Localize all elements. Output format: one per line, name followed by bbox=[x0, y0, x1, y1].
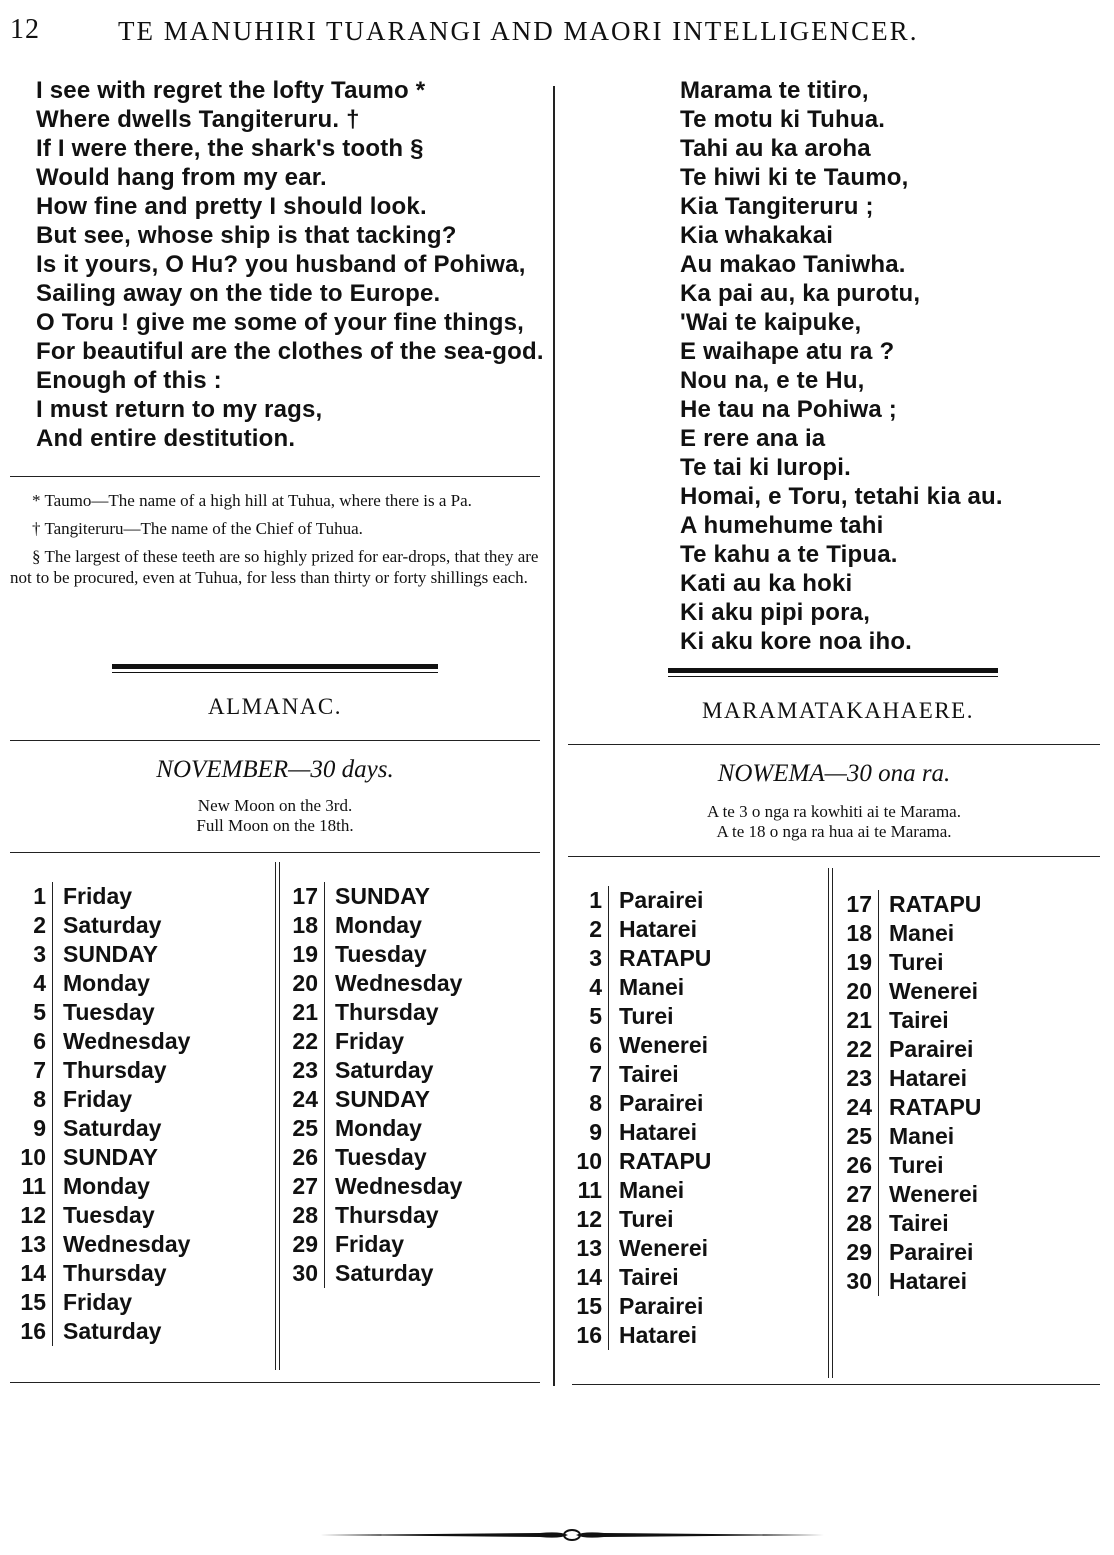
day-name: Wenerei bbox=[889, 1181, 979, 1207]
day-name: Wednesday bbox=[335, 1173, 463, 1199]
day-name: Hatarei bbox=[619, 916, 697, 942]
day-name: Monday bbox=[335, 912, 422, 938]
poem-line: I see with regret the lofty Taumo * bbox=[36, 77, 426, 104]
day-name: Tairei bbox=[619, 1061, 679, 1087]
day-name: Thursday bbox=[335, 1202, 439, 1228]
day-name: Parairei bbox=[619, 1090, 704, 1116]
day-number: 1 bbox=[566, 886, 609, 915]
day-name: Tairei bbox=[889, 1007, 949, 1033]
poem-line: O Toru ! give me some of your fine things, bbox=[36, 309, 525, 336]
day-number: 23 bbox=[282, 1056, 325, 1085]
day-number: 5 bbox=[10, 998, 53, 1027]
calendar-row bbox=[836, 890, 981, 919]
poem-line: Enough of this : bbox=[36, 367, 222, 394]
day-number: 5 bbox=[566, 1002, 609, 1031]
day-name: Tuesday bbox=[63, 999, 155, 1025]
calendar-row bbox=[10, 911, 190, 940]
almanac-month-title: NOVEMBER—30 days. bbox=[156, 756, 394, 783]
day-name: Turei bbox=[889, 949, 944, 975]
poem-line: Nou na, e te Hu, bbox=[680, 367, 865, 394]
day-number: 28 bbox=[836, 1209, 879, 1238]
calendar-row bbox=[836, 1064, 981, 1093]
calendar-row bbox=[282, 1114, 462, 1143]
calendar-row bbox=[836, 919, 981, 948]
day-number: 23 bbox=[836, 1064, 879, 1093]
calendar-row bbox=[836, 1151, 981, 1180]
day-number: 13 bbox=[10, 1230, 53, 1259]
calendar-row bbox=[10, 1027, 190, 1056]
day-name: Hatarei bbox=[619, 1322, 697, 1348]
day-name: RATAPU bbox=[619, 945, 712, 971]
day-name: Saturday bbox=[63, 912, 162, 938]
poem-line: Tahi au ka aroha bbox=[680, 135, 871, 162]
calendar-row bbox=[282, 1201, 462, 1230]
day-name: Thursday bbox=[63, 1260, 167, 1286]
day-name: Saturday bbox=[335, 1057, 434, 1083]
poem-english bbox=[36, 76, 544, 453]
calendar-row bbox=[10, 1317, 190, 1346]
calendar-row bbox=[566, 1118, 711, 1147]
calendar-row bbox=[10, 1143, 190, 1172]
almanac-days-1-16 bbox=[10, 882, 190, 1346]
calendar-row bbox=[566, 1263, 711, 1292]
maramataka-table-top-rule bbox=[568, 856, 1100, 857]
running-title: TE MANUHIRI TUARANGI AND MAORI INTELLIGENCER. bbox=[118, 16, 919, 46]
day-number: 8 bbox=[10, 1085, 53, 1114]
calendar-row bbox=[836, 1006, 981, 1035]
day-name: Wednesday bbox=[335, 970, 463, 996]
day-name: Turei bbox=[619, 1003, 674, 1029]
calendar-row bbox=[10, 1201, 190, 1230]
calendar-row bbox=[282, 998, 462, 1027]
day-name: Friday bbox=[63, 1086, 133, 1112]
day-number: 27 bbox=[836, 1180, 879, 1209]
day-number: 7 bbox=[10, 1056, 53, 1085]
almanac-table-bottom-rule bbox=[10, 1382, 540, 1383]
day-number: 27 bbox=[282, 1172, 325, 1201]
day-number: 19 bbox=[836, 948, 879, 977]
day-name: Hatarei bbox=[889, 1065, 967, 1091]
maramataka-days-17-30 bbox=[836, 890, 981, 1296]
poem-line: Kia whakakai bbox=[680, 222, 834, 249]
maramataka-column-separator-2 bbox=[832, 868, 833, 1378]
day-name: SUNDAY bbox=[63, 1144, 159, 1170]
calendar-row bbox=[10, 1056, 190, 1085]
almanac-moon-phases bbox=[10, 796, 540, 836]
maramataka-column-separator bbox=[828, 868, 829, 1378]
day-name: Friday bbox=[63, 883, 133, 909]
calendar-row bbox=[836, 948, 981, 977]
day-number: 6 bbox=[566, 1031, 609, 1060]
poem-line: But see, whose ship is that tacking? bbox=[36, 222, 457, 249]
day-number: 4 bbox=[566, 973, 609, 1002]
day-number: 14 bbox=[566, 1263, 609, 1292]
poem-line: Kia Tangiteruru ; bbox=[680, 193, 874, 220]
calendar-row bbox=[566, 1234, 711, 1263]
poem-line: I must return to my rags, bbox=[36, 396, 323, 423]
day-number: 4 bbox=[10, 969, 53, 998]
calendar-row bbox=[282, 882, 462, 911]
calendar-row bbox=[566, 1321, 711, 1350]
day-number: 24 bbox=[282, 1085, 325, 1114]
poem-line: Te motu ki Tuhua. bbox=[680, 106, 886, 133]
day-number: 30 bbox=[282, 1259, 325, 1288]
calendar-row bbox=[282, 1143, 462, 1172]
day-number: 2 bbox=[566, 915, 609, 944]
day-name: SUNDAY bbox=[63, 941, 159, 967]
day-number: 10 bbox=[566, 1147, 609, 1176]
calendar-row bbox=[566, 1002, 711, 1031]
day-number: 19 bbox=[282, 940, 325, 969]
maramataka-new-moon: A te 3 o nga ra kowhiti ai te Marama. bbox=[707, 802, 961, 821]
maramataka-rule bbox=[568, 744, 1100, 745]
almanac-rule bbox=[10, 740, 540, 741]
day-name: Parairei bbox=[889, 1239, 974, 1265]
almanac-days-17-30 bbox=[282, 882, 462, 1288]
poem-line: E rere ana ia bbox=[680, 425, 826, 452]
almanac-full-moon: Full Moon on the 18th. bbox=[196, 816, 354, 835]
calendar-row bbox=[282, 911, 462, 940]
calendar-row bbox=[282, 1172, 462, 1201]
section-double-rule-right bbox=[668, 668, 998, 677]
day-name: Parairei bbox=[619, 887, 704, 913]
day-number: 10 bbox=[10, 1143, 53, 1172]
calendar-row bbox=[566, 1060, 711, 1089]
poem-line: Te tai ki Iuropi. bbox=[680, 454, 851, 481]
column-divider bbox=[553, 86, 555, 1386]
maramataka-heading: MARAMATAKAHAERE. bbox=[702, 698, 974, 723]
calendar-row bbox=[282, 1259, 462, 1288]
poem-line: Te hiwi ki te Taumo, bbox=[680, 164, 909, 191]
calendar-row bbox=[10, 1259, 190, 1288]
calendar-row bbox=[10, 940, 190, 969]
day-number: 9 bbox=[10, 1114, 53, 1143]
day-number: 3 bbox=[10, 940, 53, 969]
poem-line: Ki aku pipi pora, bbox=[680, 599, 871, 626]
calendar-row bbox=[566, 1031, 711, 1060]
day-name: Parairei bbox=[619, 1293, 704, 1319]
maramataka-month-title: NOWEMA—30 ona ra. bbox=[717, 760, 951, 787]
day-number: 17 bbox=[282, 882, 325, 911]
calendar-row bbox=[566, 886, 711, 915]
day-name: Thursday bbox=[63, 1057, 167, 1083]
day-name: Tuesday bbox=[335, 941, 427, 967]
day-name: Saturday bbox=[335, 1260, 434, 1286]
page-number: 12 bbox=[10, 14, 40, 45]
day-name: Tuesday bbox=[63, 1202, 155, 1228]
day-name: Thursday bbox=[335, 999, 439, 1025]
calendar-row bbox=[836, 1093, 981, 1122]
day-number: 28 bbox=[282, 1201, 325, 1230]
calendar-row bbox=[10, 1085, 190, 1114]
day-number: 12 bbox=[566, 1205, 609, 1234]
poem-line: Would hang from my ear. bbox=[36, 164, 327, 191]
day-number: 22 bbox=[282, 1027, 325, 1056]
day-name: Parairei bbox=[889, 1036, 974, 1062]
maramataka-days-1-16 bbox=[566, 886, 711, 1350]
calendar-row bbox=[282, 940, 462, 969]
poem-line: Kati au ka hoki bbox=[680, 570, 853, 597]
poem-line: How fine and pretty I should look. bbox=[36, 193, 427, 220]
day-name: Turei bbox=[889, 1152, 944, 1178]
poem-line: A humehume tahi bbox=[680, 512, 884, 539]
day-number: 30 bbox=[836, 1267, 879, 1296]
day-name: Hatarei bbox=[889, 1268, 967, 1294]
day-number: 26 bbox=[282, 1143, 325, 1172]
day-name: RATAPU bbox=[619, 1148, 712, 1174]
calendar-row bbox=[10, 1288, 190, 1317]
calendar-row bbox=[836, 1035, 981, 1064]
footnotes bbox=[10, 490, 540, 595]
poem-line: Marama te titiro, bbox=[680, 77, 869, 104]
calendar-row bbox=[566, 915, 711, 944]
day-name: Wenerei bbox=[619, 1032, 709, 1058]
day-name: Wednesday bbox=[63, 1028, 191, 1054]
calendar-row bbox=[10, 998, 190, 1027]
day-name: Manei bbox=[889, 920, 955, 946]
day-name: Tuesday bbox=[335, 1144, 427, 1170]
day-number: 9 bbox=[566, 1118, 609, 1147]
maramataka-full-moon: A te 18 o nga ra hua ai te Marama. bbox=[716, 822, 952, 841]
calendar-row bbox=[836, 1209, 981, 1238]
day-number: 16 bbox=[566, 1321, 609, 1350]
day-name: Tairei bbox=[619, 1264, 679, 1290]
poem-line: E waihape atu ra ? bbox=[680, 338, 895, 365]
poem-line: If I were there, the shark's tooth § bbox=[36, 135, 424, 162]
day-number: 11 bbox=[10, 1172, 53, 1201]
day-name: Monday bbox=[63, 970, 150, 996]
calendar-row bbox=[836, 977, 981, 1006]
day-name: Manei bbox=[889, 1123, 955, 1149]
poem-line: Te kahu a te Tipua. bbox=[680, 541, 898, 568]
calendar-row bbox=[282, 1027, 462, 1056]
calendar-row bbox=[566, 1147, 711, 1176]
day-name: RATAPU bbox=[889, 1094, 982, 1120]
poem-line: Ki aku kore noa iho. bbox=[680, 628, 913, 655]
poem-line: 'Wai te kaipuke, bbox=[680, 309, 862, 336]
day-name: SUNDAY bbox=[335, 1086, 431, 1112]
day-name: Wednesday bbox=[63, 1231, 191, 1257]
calendar-row bbox=[10, 882, 190, 911]
day-name: Turei bbox=[619, 1206, 674, 1232]
footnote-rule bbox=[10, 476, 540, 477]
calendar-row bbox=[836, 1267, 981, 1296]
day-number: 11 bbox=[566, 1176, 609, 1205]
day-number: 12 bbox=[10, 1201, 53, 1230]
almanac-table-top-rule bbox=[10, 852, 540, 853]
day-number: 18 bbox=[836, 919, 879, 948]
day-number: 1 bbox=[10, 882, 53, 911]
ornament-divider-icon bbox=[320, 1528, 824, 1542]
poem-line: And entire destitution. bbox=[36, 425, 296, 452]
day-number: 7 bbox=[566, 1060, 609, 1089]
poem-line: Au makao Taniwha. bbox=[680, 251, 906, 278]
day-number: 25 bbox=[282, 1114, 325, 1143]
section-double-rule-left bbox=[112, 664, 438, 673]
poem-line: Is it yours, O Hu? you husband of Pohiwa, bbox=[36, 251, 526, 278]
calendar-row bbox=[836, 1238, 981, 1267]
calendar-row bbox=[566, 1089, 711, 1118]
day-number: 18 bbox=[282, 911, 325, 940]
poem-line: Homai, e Toru, tetahi kia au. bbox=[680, 483, 1003, 510]
day-number: 3 bbox=[566, 944, 609, 973]
almanac-column-separator bbox=[275, 862, 276, 1370]
calendar-row bbox=[10, 1230, 190, 1259]
day-name: Saturday bbox=[63, 1115, 162, 1141]
day-number: 20 bbox=[836, 977, 879, 1006]
maramataka-table-bottom-rule bbox=[572, 1384, 1100, 1385]
footnote-shark-tooth: § The largest of these teeth are so highly prized for ear-drops, that they are not to be procured, even at Tuhua, for less than thirty or forty shillings each. bbox=[10, 547, 539, 587]
day-number: 20 bbox=[282, 969, 325, 998]
day-name: Tairei bbox=[889, 1210, 949, 1236]
calendar-row bbox=[10, 1114, 190, 1143]
calendar-row bbox=[836, 1180, 981, 1209]
maramataka-moon-phases bbox=[568, 802, 1100, 842]
poem-line: He tau na Pohiwa ; bbox=[680, 396, 897, 423]
poem-maori bbox=[680, 76, 1003, 656]
day-number: 29 bbox=[836, 1238, 879, 1267]
day-name: RATAPU bbox=[889, 891, 982, 917]
day-number: 15 bbox=[566, 1292, 609, 1321]
poem-line: Ka pai au, ka purotu, bbox=[680, 280, 921, 307]
calendar-row bbox=[566, 973, 711, 1002]
poem-line: Sailing away on the tide to Europe. bbox=[36, 280, 441, 307]
calendar-row bbox=[10, 1172, 190, 1201]
day-name: Friday bbox=[335, 1028, 405, 1054]
calendar-row bbox=[836, 1122, 981, 1151]
calendar-row bbox=[282, 1085, 462, 1114]
day-number: 2 bbox=[10, 911, 53, 940]
day-number: 22 bbox=[836, 1035, 879, 1064]
day-number: 13 bbox=[566, 1234, 609, 1263]
day-number: 24 bbox=[836, 1093, 879, 1122]
day-number: 21 bbox=[836, 1006, 879, 1035]
day-number: 16 bbox=[10, 1317, 53, 1346]
almanac-column-separator-2 bbox=[279, 862, 280, 1370]
day-name: Wenerei bbox=[889, 978, 979, 1004]
calendar-row bbox=[282, 1230, 462, 1259]
day-number: 21 bbox=[282, 998, 325, 1027]
day-number: 26 bbox=[836, 1151, 879, 1180]
footnote-taumo: * Taumo—The name of a high hill at Tuhua, where there is a Pa. bbox=[32, 491, 472, 510]
day-number: 15 bbox=[10, 1288, 53, 1317]
poem-line: Where dwells Tangiteruru. † bbox=[36, 106, 360, 133]
day-name: Wenerei bbox=[619, 1235, 709, 1261]
calendar-row bbox=[566, 1176, 711, 1205]
day-name: Monday bbox=[63, 1173, 150, 1199]
day-number: 17 bbox=[836, 890, 879, 919]
poem-line: For beautiful are the clothes of the sea-god. bbox=[36, 338, 544, 365]
day-name: SUNDAY bbox=[335, 883, 431, 909]
day-name: Hatarei bbox=[619, 1119, 697, 1145]
day-number: 14 bbox=[10, 1259, 53, 1288]
day-number: 29 bbox=[282, 1230, 325, 1259]
day-name: Manei bbox=[619, 974, 685, 1000]
day-number: 6 bbox=[10, 1027, 53, 1056]
footnote-tangiteruru: † Tangiteruru—The name of the Chief of Tuhua. bbox=[32, 519, 363, 538]
day-name: Friday bbox=[335, 1231, 405, 1257]
almanac-heading: ALMANAC. bbox=[207, 694, 343, 719]
calendar-row bbox=[566, 944, 711, 973]
day-name: Monday bbox=[335, 1115, 422, 1141]
calendar-row bbox=[10, 969, 190, 998]
calendar-row bbox=[282, 1056, 462, 1085]
day-name: Friday bbox=[63, 1289, 133, 1315]
almanac-new-moon: New Moon on the 3rd. bbox=[197, 796, 353, 815]
day-number: 8 bbox=[566, 1089, 609, 1118]
calendar-row bbox=[566, 1292, 711, 1321]
calendar-row bbox=[282, 969, 462, 998]
day-name: Saturday bbox=[63, 1318, 162, 1344]
calendar-row bbox=[566, 1205, 711, 1234]
day-name: Manei bbox=[619, 1177, 685, 1203]
day-number: 25 bbox=[836, 1122, 879, 1151]
